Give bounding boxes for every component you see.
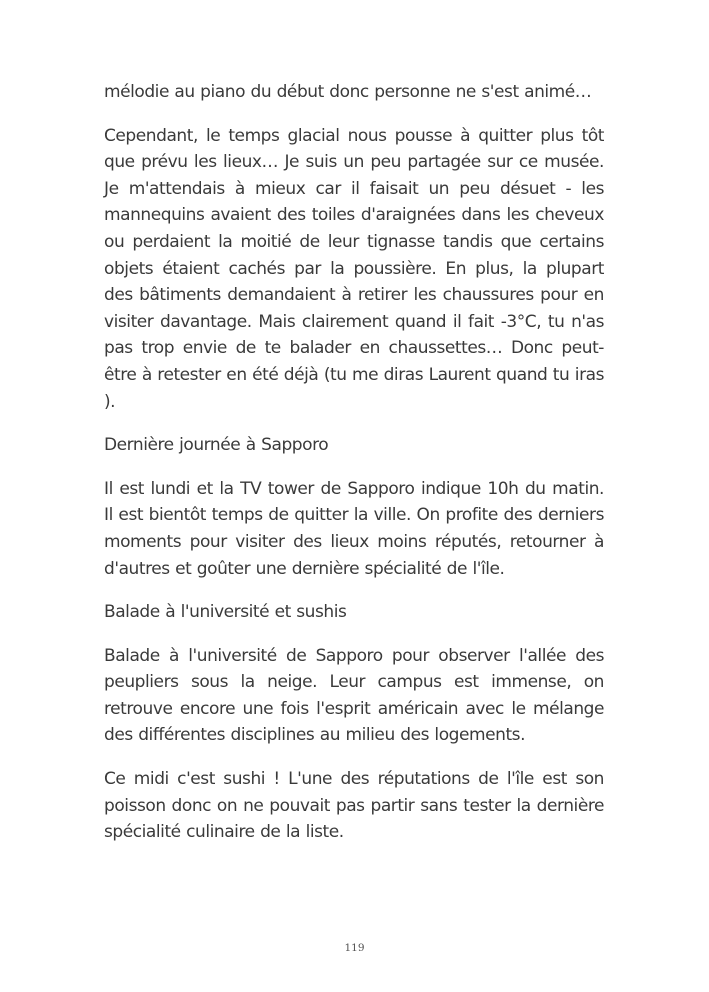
paragraph-museum-review: Cependant, le temps glacial nous pousse à quitter plus tôt que prévu les lieux… Je suis un peu partagée sur ce musée. Je m'attendais à mieux car il faisait un peu désuet - les mannequins avaient des toiles d'araignées dans les cheveux ou perdaient la moitié de leur tignasse tandis que certains objets étaient cachés par la poussière. En plus, la plupart des bâtiments demandaient à retirer les chaussures pour en visiter davantage. Mais clairement quand il fait -3°C, tu n'as pas trop envie de te balader en chaussettes… Donc peut-être à retester en été déjà (tu me diras Laurent quand tu iras ). bbox=[104, 125, 604, 412]
page-number: 119 bbox=[344, 942, 365, 954]
paragraph-university: Balade à l'université de Sapporo pour observer l'allée des peupliers sous la neige. Leur campus est immense, on retrouve encore une fois l'esprit américain avec le mélange des différentes disciplines au milieu des logements. bbox=[104, 645, 604, 746]
section-heading-university: Balade à l'université et sushis bbox=[104, 602, 347, 623]
section-heading-last-day: Dernière journée à Sapporo bbox=[104, 435, 329, 456]
page-body bbox=[104, 79, 604, 863]
paragraph-last-day: Il est lundi et la TV tower de Sapporo indique 10h du matin. Il est bientôt temps de quitter la ville. On profite des derniers moments pour visiter des lieux moins réputés, retourner à d'autres et goûter une dernière spécialité de l'île. bbox=[104, 478, 604, 579]
paragraph-continuation: mélodie au piano du début donc personne ne s'est animé… bbox=[104, 82, 592, 102]
paragraph-sushi: Ce midi c'est sushi ! L'une des réputations de l'île est son poisson donc on ne pouvait pas partir sans tester la dernière spécialité culinaire de la liste. bbox=[104, 769, 604, 843]
